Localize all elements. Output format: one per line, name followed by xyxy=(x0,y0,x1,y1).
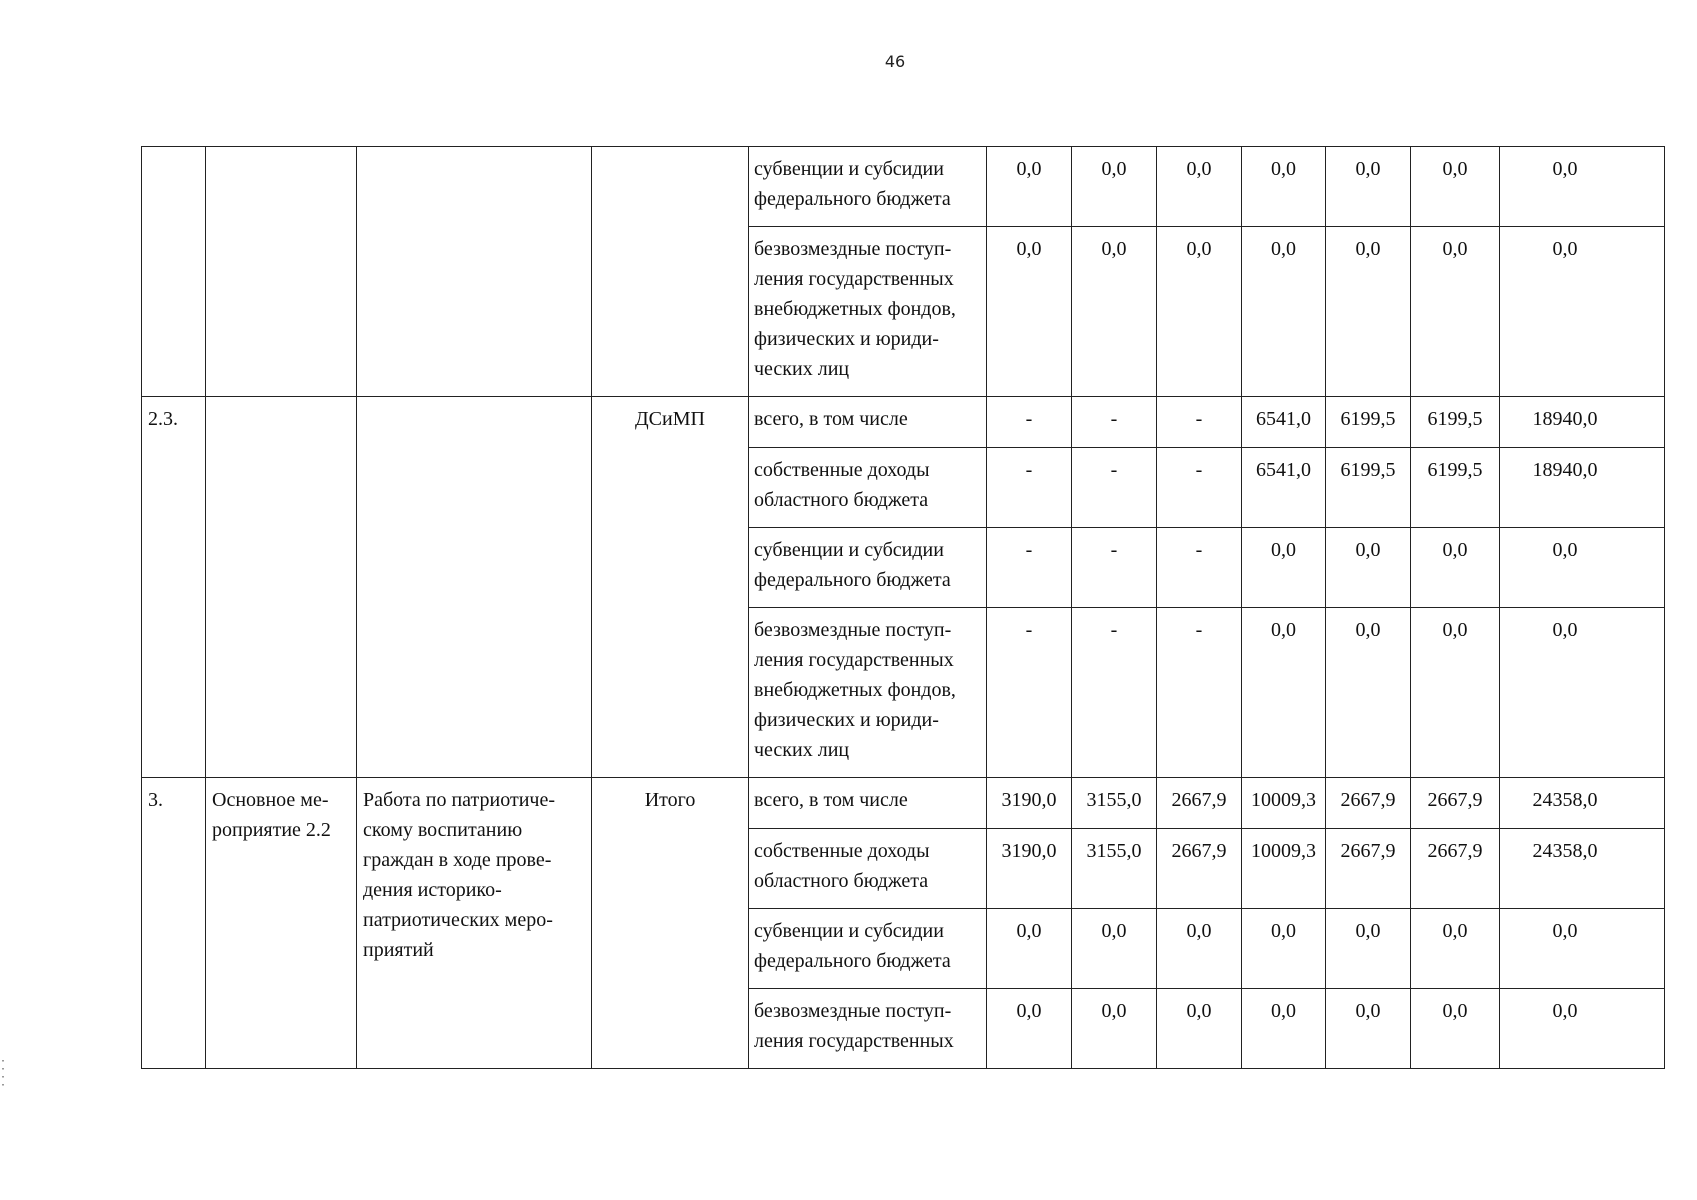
total-value-cell: 0,0 xyxy=(1500,989,1665,1069)
responsible-cell: Итого xyxy=(592,778,749,1069)
funding-source-cell: всего, в том числе xyxy=(749,778,987,829)
funding-source-cell: всего, в том числе xyxy=(749,397,987,448)
year-value-cell: - xyxy=(1157,448,1242,528)
year-value-cell: - xyxy=(987,608,1072,778)
year-value-cell: 3190,0 xyxy=(987,829,1072,909)
year-value-cell: 0,0 xyxy=(1072,989,1157,1069)
year-value-cell: 2667,9 xyxy=(1157,829,1242,909)
total-value-cell: 0,0 xyxy=(1500,608,1665,778)
year-value-cell: - xyxy=(987,397,1072,448)
year-value-cell: 2667,9 xyxy=(1326,829,1411,909)
year-value-cell: 0,0 xyxy=(1411,909,1500,989)
year-value-cell: 3190,0 xyxy=(987,778,1072,829)
year-value-cell: 10009,3 xyxy=(1242,829,1326,909)
funding-source-cell: безвозмездные поступ-ления государственных внебюджетных фондов, физических и юриди-ческих лиц xyxy=(749,227,987,397)
year-value-cell: 3155,0 xyxy=(1072,778,1157,829)
year-value-cell: 0,0 xyxy=(1242,909,1326,989)
year-value-cell: 6541,0 xyxy=(1242,448,1326,528)
year-value-cell: - xyxy=(1157,608,1242,778)
program-name-cell: Работа по патриотиче-скому воспитанию граждан в ходе прове-дения историко-патриотических меро-приятий xyxy=(357,778,592,1069)
year-value-cell: 0,0 xyxy=(1242,608,1326,778)
funding-source-cell: собственные доходы областного бюджета xyxy=(749,448,987,528)
year-value-cell: 0,0 xyxy=(1411,227,1500,397)
year-value-cell: 0,0 xyxy=(1242,989,1326,1069)
event-cell xyxy=(206,397,357,778)
total-value-cell: 0,0 xyxy=(1500,227,1665,397)
total-value-cell: 24358,0 xyxy=(1500,829,1665,909)
year-value-cell: 6541,0 xyxy=(1242,397,1326,448)
program-name-cell xyxy=(357,397,592,778)
responsible-cell xyxy=(592,147,749,397)
year-value-cell: - xyxy=(987,448,1072,528)
year-value-cell: 0,0 xyxy=(1326,608,1411,778)
year-value-cell: 0,0 xyxy=(1072,909,1157,989)
year-value-cell: 0,0 xyxy=(1326,227,1411,397)
year-value-cell: - xyxy=(1157,528,1242,608)
program-name-cell xyxy=(357,147,592,397)
year-value-cell: - xyxy=(987,528,1072,608)
year-value-cell: 6199,5 xyxy=(1411,448,1500,528)
year-value-cell: 0,0 xyxy=(1157,147,1242,227)
year-value-cell: - xyxy=(1072,608,1157,778)
funding-source-cell: безвозмездные поступ-ления государственных xyxy=(749,989,987,1069)
year-value-cell: 0,0 xyxy=(1157,989,1242,1069)
total-value-cell: 18940,0 xyxy=(1500,448,1665,528)
funding-source-cell: безвозмездные поступ-ления государственных внебюджетных фондов, физических и юриди-ческих лиц xyxy=(749,608,987,778)
table-row xyxy=(142,397,1665,448)
budget-table xyxy=(141,146,1665,1069)
table-row xyxy=(142,147,1665,227)
year-value-cell: 0,0 xyxy=(1326,528,1411,608)
year-value-cell: - xyxy=(1072,397,1157,448)
event-cell xyxy=(206,147,357,397)
funding-source-cell: субвенции и субсидии федерального бюджета xyxy=(749,528,987,608)
year-value-cell: 3155,0 xyxy=(1072,829,1157,909)
total-value-cell: 0,0 xyxy=(1500,528,1665,608)
year-value-cell: 0,0 xyxy=(1326,909,1411,989)
year-value-cell: 0,0 xyxy=(987,989,1072,1069)
total-value-cell: 0,0 xyxy=(1500,909,1665,989)
year-value-cell: 2667,9 xyxy=(1326,778,1411,829)
year-value-cell: 0,0 xyxy=(1072,227,1157,397)
year-value-cell: 0,0 xyxy=(1411,147,1500,227)
scan-edge-marks: · · · · xyxy=(0,1056,7,1091)
year-value-cell: 10009,3 xyxy=(1242,778,1326,829)
year-value-cell: 0,0 xyxy=(1157,909,1242,989)
year-value-cell: 2667,9 xyxy=(1157,778,1242,829)
year-value-cell: 6199,5 xyxy=(1326,397,1411,448)
year-value-cell: - xyxy=(1072,448,1157,528)
row-number xyxy=(142,147,206,397)
year-value-cell: 0,0 xyxy=(1326,989,1411,1069)
year-value-cell: 6199,5 xyxy=(1326,448,1411,528)
year-value-cell: 0,0 xyxy=(1242,528,1326,608)
row-number: 2.3. xyxy=(142,397,206,778)
year-value-cell: 0,0 xyxy=(1411,528,1500,608)
responsible-cell: ДСиМП xyxy=(592,397,749,778)
year-value-cell: 0,0 xyxy=(987,909,1072,989)
event-cell: Основное ме-роприятие 2.2 xyxy=(206,778,357,1069)
year-value-cell: - xyxy=(1157,397,1242,448)
year-value-cell: 0,0 xyxy=(1157,227,1242,397)
year-value-cell: 2667,9 xyxy=(1411,778,1500,829)
year-value-cell: 0,0 xyxy=(1411,989,1500,1069)
year-value-cell: 0,0 xyxy=(1326,147,1411,227)
table-row xyxy=(142,778,1665,829)
year-value-cell: 0,0 xyxy=(1072,147,1157,227)
total-value-cell: 18940,0 xyxy=(1500,397,1665,448)
page-number: 46 xyxy=(884,52,906,71)
year-value-cell: 0,0 xyxy=(1411,608,1500,778)
year-value-cell: 6199,5 xyxy=(1411,397,1500,448)
year-value-cell: 2667,9 xyxy=(1411,829,1500,909)
funding-source-cell: субвенции и субсидии федерального бюджета xyxy=(749,147,987,227)
year-value-cell: 0,0 xyxy=(1242,147,1326,227)
year-value-cell: 0,0 xyxy=(987,227,1072,397)
total-value-cell: 0,0 xyxy=(1500,147,1665,227)
row-number: 3. xyxy=(142,778,206,1069)
year-value-cell: 0,0 xyxy=(987,147,1072,227)
total-value-cell: 24358,0 xyxy=(1500,778,1665,829)
funding-source-cell: собственные доходы областного бюджета xyxy=(749,829,987,909)
year-value-cell: - xyxy=(1072,528,1157,608)
funding-source-cell: субвенции и субсидии федерального бюджета xyxy=(749,909,987,989)
year-value-cell: 0,0 xyxy=(1242,227,1326,397)
